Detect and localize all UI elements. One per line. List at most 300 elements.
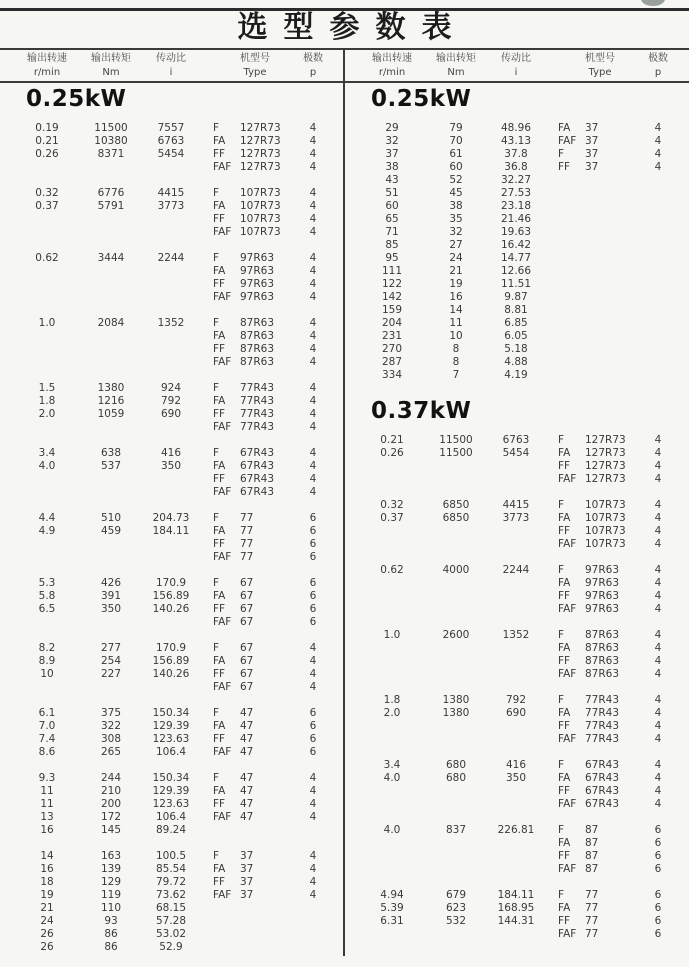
cell-ratio: [140, 538, 202, 551]
cell-torque: [427, 837, 485, 850]
cell-type-model: 67R43: [585, 759, 620, 771]
cell-speed: 0.62: [380, 564, 404, 576]
cell-type-prefix: FF: [213, 278, 226, 290]
cell-speed: 19: [40, 889, 54, 901]
cell-ratio: [140, 343, 202, 356]
cell-ratio: [485, 655, 547, 668]
cell-torque: [82, 356, 140, 369]
table-row: [0, 382, 344, 395]
cell-type-model: 107R73: [585, 499, 626, 511]
cell-type-model: 47: [240, 798, 254, 810]
cell-type-prefix: [558, 356, 585, 369]
table-row: [0, 707, 344, 720]
cell-type-prefix: F: [558, 499, 565, 511]
cell-ratio: [140, 278, 202, 291]
cell-torque: [82, 473, 140, 486]
cell-type-model: [585, 356, 642, 369]
header-output-torque: [427, 52, 485, 80]
cell-type-prefix: FF: [558, 720, 571, 732]
cell-speed: 0.37: [380, 512, 404, 524]
cell-type-prefix: FA: [213, 460, 226, 472]
table-row: [0, 902, 344, 915]
table-header-right: [345, 52, 689, 80]
cell-poles: 6: [309, 616, 317, 628]
cell-torque: 680: [445, 772, 467, 784]
power-heading: 0.25kW: [26, 86, 127, 112]
cell-type-prefix: FA: [558, 837, 571, 849]
cell-type-model: [585, 317, 642, 330]
cell-speed: 204: [381, 317, 403, 329]
table-row: [345, 187, 689, 200]
table-row: [345, 577, 689, 590]
cell-poles: 6: [309, 512, 317, 524]
cell-ratio: 168.95: [497, 902, 535, 914]
table-row: [0, 122, 344, 135]
cell-torque: 350: [100, 603, 122, 615]
cell-poles: [642, 330, 674, 343]
cell-ratio: 106.4: [155, 811, 187, 823]
cell-type-prefix: FF: [558, 525, 571, 537]
table-row: [0, 876, 344, 889]
cell-speed: [357, 798, 427, 811]
table-row: [0, 772, 344, 785]
cell-type-model: 67: [240, 655, 254, 667]
table-row: [0, 928, 344, 941]
cell-poles: 6: [309, 720, 317, 732]
cell-type-prefix: FA: [558, 512, 571, 524]
cell-speed: 1.8: [38, 395, 56, 407]
cell-speed: 7.0: [38, 720, 56, 732]
table-row: [345, 252, 689, 265]
cell-poles: 4: [654, 512, 662, 524]
table-block: [345, 629, 689, 681]
cell-type-prefix: FA: [558, 772, 571, 784]
table-row: [0, 447, 344, 460]
cell-torque: 623: [445, 902, 467, 914]
header-unit: p: [309, 67, 317, 78]
cell-speed: [12, 551, 82, 564]
cell-ratio: 4415: [157, 187, 185, 199]
cell-speed: 26: [40, 941, 54, 953]
cell-speed: 3.4: [38, 447, 56, 459]
cell-type-prefix: [558, 369, 585, 382]
table-row: [345, 213, 689, 226]
table-row: [345, 473, 689, 486]
table-row: [0, 343, 344, 356]
cell-torque: [82, 278, 140, 291]
header-cn: 输出转矩: [436, 53, 476, 64]
cell-ratio: 416: [160, 447, 182, 459]
cell-type-prefix: [558, 226, 585, 239]
cell-type-model: [240, 824, 297, 837]
cell-torque: 24: [449, 252, 463, 264]
table-row: [345, 135, 689, 148]
cell-poles: 4: [309, 161, 317, 173]
cell-poles: 4: [309, 278, 317, 290]
cell-speed: 14: [40, 850, 54, 862]
cell-poles: [642, 226, 674, 239]
table-row: [345, 304, 689, 317]
cell-ratio: 12.66: [500, 265, 532, 277]
cell-type-model: 97R63: [585, 590, 620, 602]
cell-poles: [642, 278, 674, 291]
cell-type-prefix: [213, 915, 240, 928]
header-unit: i: [169, 67, 173, 78]
cell-type-model: 87R63: [585, 642, 620, 654]
cell-torque: 426: [100, 577, 122, 589]
cell-poles: 4: [309, 421, 317, 433]
table-row: [0, 668, 344, 681]
table-block: [345, 889, 689, 941]
cell-torque: 11: [449, 317, 463, 329]
cell-poles: 4: [309, 473, 317, 485]
cell-torque: [427, 538, 485, 551]
cell-ratio: 43.13: [500, 135, 532, 147]
cell-type-prefix: FA: [558, 707, 571, 719]
cell-type-model: 77R43: [585, 733, 620, 745]
cell-speed: 270: [381, 343, 403, 355]
cell-ratio: 123.63: [152, 798, 190, 810]
cell-ratio: 6763: [157, 135, 185, 147]
table-row: [0, 213, 344, 226]
cell-type-prefix: FA: [213, 785, 226, 797]
cell-ratio: [485, 837, 547, 850]
cell-speed: 111: [381, 265, 403, 277]
header-poles: [642, 52, 674, 80]
cell-type-prefix: F: [558, 889, 565, 901]
cell-speed: 1.0: [383, 629, 401, 641]
table-row: [345, 863, 689, 876]
cell-ratio: [140, 681, 202, 694]
cell-speed: [357, 473, 427, 486]
cell-type-model: [585, 187, 642, 200]
half-left: [0, 86, 344, 967]
cell-type-model: [585, 291, 642, 304]
cell-poles: 4: [654, 122, 662, 134]
cell-ratio: 129.39: [152, 785, 190, 797]
header-unit: Type: [588, 67, 612, 78]
table-row: [0, 512, 344, 525]
cell-speed: [357, 733, 427, 746]
cell-torque: [427, 473, 485, 486]
cell-poles: [642, 317, 674, 330]
cell-torque: [427, 577, 485, 590]
cell-ratio: 924: [160, 382, 182, 394]
table-row: [0, 356, 344, 369]
table-row: [0, 317, 344, 330]
cell-torque: [427, 590, 485, 603]
cell-type-prefix: FAF: [558, 538, 577, 550]
cell-type-model: 67R43: [240, 473, 275, 485]
cell-type-prefix: FAF: [213, 226, 232, 238]
table-row: [345, 915, 689, 928]
cell-ratio: 52.9: [159, 941, 183, 953]
cell-speed: [12, 616, 82, 629]
cell-torque: 8: [452, 343, 460, 355]
cell-ratio: 2244: [502, 564, 530, 576]
cell-ratio: [485, 525, 547, 538]
cell-type-prefix: F: [558, 759, 565, 771]
cell-type-model: 97R63: [240, 278, 275, 290]
cell-torque: 277: [100, 642, 122, 654]
cell-ratio: 170.9: [155, 642, 187, 654]
cell-type-prefix: FAF: [213, 681, 232, 693]
cell-poles: 6: [309, 733, 317, 745]
cell-type-prefix: F: [213, 772, 220, 784]
table-row: [345, 655, 689, 668]
table-block: [345, 759, 689, 811]
cell-ratio: 48.96: [500, 122, 532, 134]
cell-speed: [12, 330, 82, 343]
cell-type-model: 87: [585, 824, 599, 836]
cell-ratio: 4.88: [504, 356, 528, 368]
cell-poles: 4: [309, 798, 317, 810]
cell-type-prefix: FF: [558, 655, 571, 667]
table-row: [345, 512, 689, 525]
cell-ratio: 57.28: [155, 915, 187, 927]
cell-type-prefix: FAF: [558, 798, 577, 810]
cell-ratio: [485, 473, 547, 486]
cell-type-prefix: FAF: [213, 421, 232, 433]
cell-type-model: 47: [240, 720, 254, 732]
cell-speed: 6.31: [380, 915, 404, 927]
cell-poles: 6: [654, 915, 662, 927]
cell-ratio: [485, 460, 547, 473]
cell-speed: 0.19: [35, 122, 59, 134]
cell-type-model: 67: [240, 681, 254, 693]
cell-speed: [12, 538, 82, 551]
cell-type-prefix: FAF: [558, 928, 577, 940]
header-cn: 极数: [303, 53, 323, 64]
table-row: [345, 538, 689, 551]
cell-speed: 0.21: [35, 135, 59, 147]
cell-poles: 4: [309, 668, 317, 680]
cell-type-prefix: F: [213, 850, 220, 862]
cell-torque: 10380: [94, 135, 128, 147]
cell-type-model: 107R73: [585, 512, 626, 524]
cell-speed: 8.2: [38, 642, 56, 654]
table-row: [0, 889, 344, 902]
table-row: [345, 148, 689, 161]
cell-speed: [357, 668, 427, 681]
cell-speed: 37: [385, 148, 399, 160]
cell-speed: [357, 590, 427, 603]
table-row: [0, 265, 344, 278]
cell-speed: 16: [40, 824, 54, 836]
table-row: [0, 252, 344, 265]
cell-torque: [427, 733, 485, 746]
cell-type-model: 127R73: [240, 135, 281, 147]
table-row: [0, 681, 344, 694]
cell-torque: 6850: [442, 499, 470, 511]
cell-ratio: 100.5: [155, 850, 187, 862]
table-block: [345, 564, 689, 616]
cell-poles: [297, 902, 329, 915]
table-row: [345, 798, 689, 811]
cell-ratio: 89.24: [155, 824, 187, 836]
cell-speed: 8.6: [38, 746, 56, 758]
header-cn: 输出转矩: [91, 53, 131, 64]
table-row: [345, 720, 689, 733]
table-row: [0, 187, 344, 200]
cell-speed: 21: [40, 902, 54, 914]
cell-poles: [297, 915, 329, 928]
table-row: [345, 343, 689, 356]
cell-speed: 11: [40, 785, 54, 797]
cell-poles: 4: [309, 863, 317, 875]
table-row: [345, 590, 689, 603]
cell-speed: [357, 525, 427, 538]
table-block: [0, 512, 344, 564]
cell-poles: 4: [654, 577, 662, 589]
table-row: [0, 135, 344, 148]
cell-poles: 4: [654, 460, 662, 472]
cell-type-model: 127R73: [240, 122, 281, 134]
cell-type-model: 47: [240, 707, 254, 719]
cell-type-prefix: [558, 239, 585, 252]
cell-type-model: 77: [585, 915, 599, 927]
header-output-speed: [357, 52, 427, 80]
header-unit: Nm: [447, 67, 465, 78]
cell-torque: [82, 538, 140, 551]
cell-torque: 265: [100, 746, 122, 758]
table-block: [0, 447, 344, 499]
cell-speed: 8.9: [38, 655, 56, 667]
cell-ratio: 129.39: [152, 720, 190, 732]
cell-ratio: 140.26: [152, 603, 190, 615]
cell-type-prefix: FF: [213, 733, 226, 745]
cell-ratio: [485, 928, 547, 941]
cell-poles: 6: [654, 863, 662, 875]
header-output-torque: [82, 52, 140, 80]
cell-poles: 6: [309, 577, 317, 589]
cell-type-model: [585, 239, 642, 252]
table-block: [0, 577, 344, 629]
header-cn: 输出转速: [27, 53, 67, 64]
cell-speed: 0.26: [380, 447, 404, 459]
cell-poles: [642, 291, 674, 304]
cell-ratio: [485, 720, 547, 733]
cell-ratio: [485, 590, 547, 603]
cell-ratio: 106.4: [155, 746, 187, 758]
cell-type-model: 37: [240, 850, 254, 862]
cell-type-model: 77R43: [240, 421, 275, 433]
cell-speed: 287: [381, 356, 403, 368]
cell-speed: 24: [40, 915, 54, 927]
cell-speed: 4.9: [38, 525, 56, 537]
table-row: [0, 824, 344, 837]
cell-speed: 43: [385, 174, 399, 186]
cell-type-prefix: FA: [213, 265, 226, 277]
cell-torque: [427, 928, 485, 941]
cell-type-prefix: [558, 343, 585, 356]
cell-type-prefix: FA: [213, 590, 226, 602]
cell-type-model: 67: [240, 642, 254, 654]
cell-speed: [357, 577, 427, 590]
cell-ratio: 68.15: [155, 902, 187, 914]
cell-type-prefix: [213, 941, 240, 954]
cell-speed: 2.0: [383, 707, 401, 719]
cell-speed: 6.5: [38, 603, 56, 615]
cell-torque: [82, 343, 140, 356]
cell-type-model: 87R63: [585, 629, 620, 641]
cell-type-prefix: FA: [558, 447, 571, 459]
cell-type-model: [585, 174, 642, 187]
cell-torque: 86: [104, 941, 118, 953]
cell-torque: 21: [449, 265, 463, 277]
cell-type-model: 87: [585, 863, 599, 875]
cell-type-prefix: F: [213, 707, 220, 719]
cell-poles: 4: [309, 356, 317, 368]
cell-type-prefix: FA: [213, 330, 226, 342]
table-row: [345, 928, 689, 941]
cell-ratio: [485, 538, 547, 551]
cell-type-model: 67: [240, 668, 254, 680]
cell-speed: 16: [40, 863, 54, 875]
cell-poles: [642, 213, 674, 226]
table-row: [0, 746, 344, 759]
cell-type-model: [585, 226, 642, 239]
cell-type-prefix: F: [213, 642, 220, 654]
cell-speed: 4.94: [380, 889, 404, 901]
cell-type-model: 107R73: [240, 200, 281, 212]
cell-speed: [357, 603, 427, 616]
cell-ratio: 140.26: [152, 668, 190, 680]
cell-type-prefix: FAF: [213, 889, 232, 901]
cell-poles: 6: [654, 902, 662, 914]
cell-torque: [82, 551, 140, 564]
cell-type-model: 87R63: [585, 655, 620, 667]
cell-torque: 200: [100, 798, 122, 810]
cell-speed: 32: [385, 135, 399, 147]
cell-type-model: 127R73: [585, 460, 626, 472]
cell-ratio: 53.02: [155, 928, 187, 940]
cell-speed: [12, 161, 82, 174]
cell-ratio: [140, 291, 202, 304]
cell-type-model: 47: [240, 733, 254, 745]
cell-type-prefix: F: [213, 512, 220, 524]
cell-type-model: 37: [585, 148, 599, 160]
cell-poles: [642, 252, 674, 265]
cell-ratio: 156.89: [152, 590, 190, 602]
table-row: [345, 707, 689, 720]
cell-type-model: 47: [240, 772, 254, 784]
cell-type-prefix: FAF: [558, 135, 577, 147]
cell-type-prefix: F: [558, 564, 565, 576]
header-cn: 输出转速: [372, 53, 412, 64]
cell-type-model: 67R43: [585, 798, 620, 810]
cell-type-model: [585, 369, 642, 382]
cell-poles: [642, 356, 674, 369]
cell-type-prefix: F: [558, 694, 565, 706]
table-block: [0, 382, 344, 434]
cell-type-prefix: FF: [213, 603, 226, 615]
cell-torque: [82, 291, 140, 304]
cell-ratio: [485, 863, 547, 876]
cell-torque: 4000: [442, 564, 470, 576]
cell-type-model: 47: [240, 746, 254, 758]
cell-type-model: 47: [240, 811, 254, 823]
cell-speed: 159: [381, 304, 403, 316]
cell-type-model: 107R73: [240, 226, 281, 238]
table-row: [345, 785, 689, 798]
cell-torque: 1216: [97, 395, 125, 407]
cell-type-model: [585, 252, 642, 265]
cell-type-model: [585, 278, 642, 291]
cell-ratio: 23.18: [500, 200, 532, 212]
cell-torque: [82, 161, 140, 174]
cell-type-model: [240, 941, 297, 954]
